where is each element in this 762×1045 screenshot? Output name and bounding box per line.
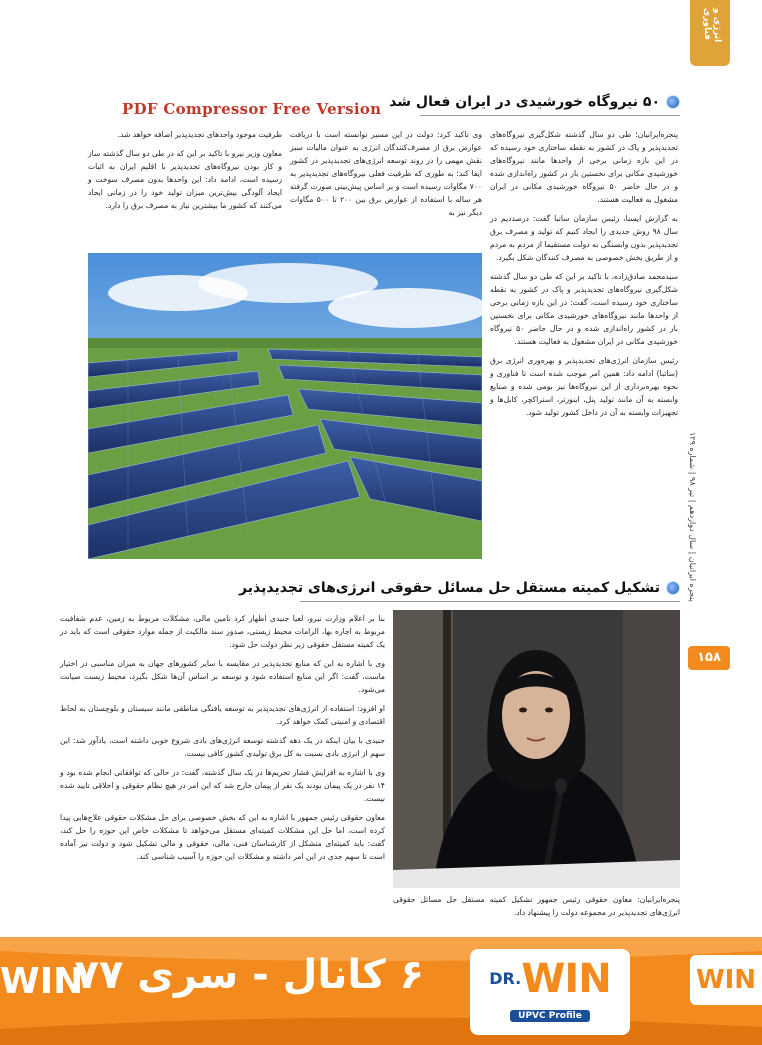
brand-logo-left: WIN bbox=[0, 961, 84, 1002]
brand-logo-right: WIN bbox=[690, 955, 762, 1005]
article1-column-3 bbox=[88, 128, 282, 218]
brand-prefix: DR. bbox=[489, 969, 522, 988]
bullet-icon bbox=[666, 581, 680, 595]
paragraph: وی تاکید کرد: دولت در این مسیر توانسته است با دریافت عوارض برق از مصرف‌کنندگان انرژی به عنوان مالیات سبز نقش مهمی را در روند توسعه انرژی‌های تجدیدپذیر در کشور ایفا کند؛ به طوری که ظرفیت فعلی نیروگاه‌های تجدیدپذیر به ۷۰۰ مگاوات رسیده است و بر اساس پیش‌بینی صورت گرفته هر ساله با استفاده از عوارض برق بین ۲۰۰ تا ۵۰۰ مگاوات دیگر نیز به bbox=[290, 130, 482, 217]
paragraph: معاون وزیر نیرو با تاکید بر این که در طی دو سال گذشته ساز و کار بودن نیروگاه‌های تجدیدپذیر با اقلیم ایران به اثبات رسیده است، ادامه داد: این واحدها بدون مصرف سوخت و ایجاد آلودگی بیش‌ترین میزان تولید خود را در زمانی ایجاد می‌کنند که کشور ما بیشترین نیاز به مصرف برق را دارد. bbox=[88, 149, 282, 210]
title-divider bbox=[300, 601, 680, 602]
brand-name bbox=[480, 955, 620, 1003]
paragraph: پنجره‌ایرانیان؛ طی دو سال گذشته شکل‌گیری نیروگاه‌های تجدیدپذیر و پاک در کشور به نقطه ساختاری خود رسیده که در این بازه زمانی برخی از واحدها مانند نیروگاه‌های خورشیدی مکانی برای نخستین بار در کشور راه‌اندازی شده و در حال حاضر ۵۰ نیروگاه خورشیدی مکانی در ایران مشغول به فعالیت هستند. bbox=[490, 130, 678, 204]
paragraph: ظرفیت موجود واحدهای تجدیدپذیر اضافه خواهد شد. bbox=[117, 130, 282, 139]
article2-title bbox=[239, 580, 680, 596]
article1-title bbox=[389, 94, 680, 110]
paragraph: او افزود: استفاده از انرژی‌های تجدیدپذیر به توسعه یافتگی مناطقی مانند سیستان و بلوچستان به لحاظ اقتصادی و امنیتی کمک خواهد کرد. bbox=[60, 704, 385, 726]
paragraph: جنیدی با بیان اینکه در یک دهه گذشته توسعه انرژی‌های بادی شروع خوبی داشته است، یادآور شد: این سهم از انرژی بادی نسبت به کل برق تولیدی کشور کافی نیست. bbox=[60, 736, 385, 758]
section-tab-label: انرژی و فناوری bbox=[702, 8, 722, 43]
paragraph: معاون حقوقی رئیس جمهور با اشاره به این که بخش خصوصی برای حل مشکلات حقوقی علاج‌هایی پیدا کرده است، اما حل این مشکلات کمیته‌ای مستقل می‌خواهد تا مشکلات خاص این حوزه را حل کند، گفت: باید کمیته‌ای متشکل از کارشناسان فنی، مالی، حقوقی و مالی تشکیل شود و دولت نیز آماده است تا سهم جدی در این امر داشته و مشکلات این حوزه را آسیب شناسی کند. bbox=[60, 813, 385, 861]
ad-slogan: ۶ کانال - سری ۷۷ bbox=[74, 952, 424, 998]
brand-logo bbox=[480, 955, 620, 1027]
article1-column-2 bbox=[290, 128, 482, 225]
article2-body bbox=[60, 612, 385, 869]
article1-column-1 bbox=[490, 128, 678, 425]
watermark: PDF Compressor Free Version bbox=[122, 100, 382, 118]
title-divider bbox=[420, 115, 680, 116]
paragraph: وی با اشاره به این که منابع تجدیدپذیر در مقایسه با سایر کشورهای جهان به میزان مناسبی در اختیار ماست، گفت: اگر این منابع استفاده شود و توسعه بر اساس آن‌ها شکل بگیرد، محیط زیست صیانت می‌شود. bbox=[60, 659, 385, 694]
article2-title-text: تشکیل کمیته مستقل حل مسائل حقوقی انرژی‌های تجدیدپذیر bbox=[239, 580, 660, 596]
bullet-icon bbox=[666, 95, 680, 109]
brand-subtitle: UPVC Profile bbox=[510, 1010, 590, 1022]
photo-caption: پنجره‌ایرانیان: معاون حقوقی رئیس جمهور تشکیل کمیته مستقل حل مسائل حقوقی انرژی‌های تجدیدپذیر در مجموعه دولت را پیشنهاد داد. bbox=[393, 895, 680, 917]
solar-farm-image bbox=[88, 253, 482, 559]
brand-wordmark: WIN bbox=[521, 956, 611, 1002]
paragraph: سیدمحمد صادق‌زاده، با تاکید بر این که طی دو سال گذشته شکل‌گیری نیروگاه‌های تجدیدپذیر و پاک در کشور به نقطه ساختاری خود رسیده است، گفت: در این بازه زمانی برخی از واحدها مانند نیروگاه‌های خورشیدی مکانی برای نخستین بار در کشور راه‌اندازی شده و در حال حاضر ۵۰ نیروگاه خورشیدی مکانی در ایران مشغول به فعالیت هستند. bbox=[490, 272, 678, 346]
paragraph: به گزارش ایسنا، رئیس سازمان ساتبا گفت: درصددیم در سال ۹۸ روش جدیدی را ایجاد کنیم که تولید و مصرف برق تجدیدپذیر بدون وابستگی به دولت مستقیما از مردم به مردم و از طریق بخش خصوصی به مصرف کنندگان شکل بگیرد. bbox=[490, 214, 678, 262]
issue-info: پنجره ایرانیان | سال دوازدهم | تیر ۹۸ | شماره ۱۲۹ bbox=[688, 432, 697, 602]
paragraph: رئیس سازمان انرژی‌های تجدیدپذیر و بهره‌وری انرژی برق (ساتبا) ادامه داد: همین امر موجب شده است تا فناوری و نحوه بهره‌برداری از این نیروگاه‌ها نیز بومی شده و صنایع وابسته به آن مانند تولید پنل، اینورتر، استراکچر، کابل‌ها و تجهیزات وابسته به آن در داخل کشور تولید شود. bbox=[490, 356, 678, 417]
page-number: ۱۵۸ bbox=[688, 646, 730, 670]
article1-title-text: ۵۰ نیروگاه خورشیدی در ایران فعال شد bbox=[389, 94, 660, 110]
section-tab bbox=[690, 0, 730, 66]
portrait-photo bbox=[393, 610, 680, 888]
paragraph: وی با اشاره به افزایش فشار تحریم‌ها در یک سال گذشته، گفت: در حالی که توافقاتی انجام شده بود و ۱۴ نفر در یک پیمان بودند یک نفر از پیمان خارج شد که این امر در هیچ نظام حقوقی و اخلاقی تایید شده نیست. bbox=[60, 768, 385, 803]
paragraph: بنا بر اعلام وزارت نیرو، لعیا جنیدی اظهار کرد تامین مالی، مشکلات مربوط به زمین، عدم شفافیت مربوط به اجاره بها، الزامات محیط زیستی، صدور سند مالکیت از جمله موارد حقوقی است که باید در یک کمیته مستقل حقوقی زیر نظر دولت حل شود. bbox=[60, 614, 385, 649]
